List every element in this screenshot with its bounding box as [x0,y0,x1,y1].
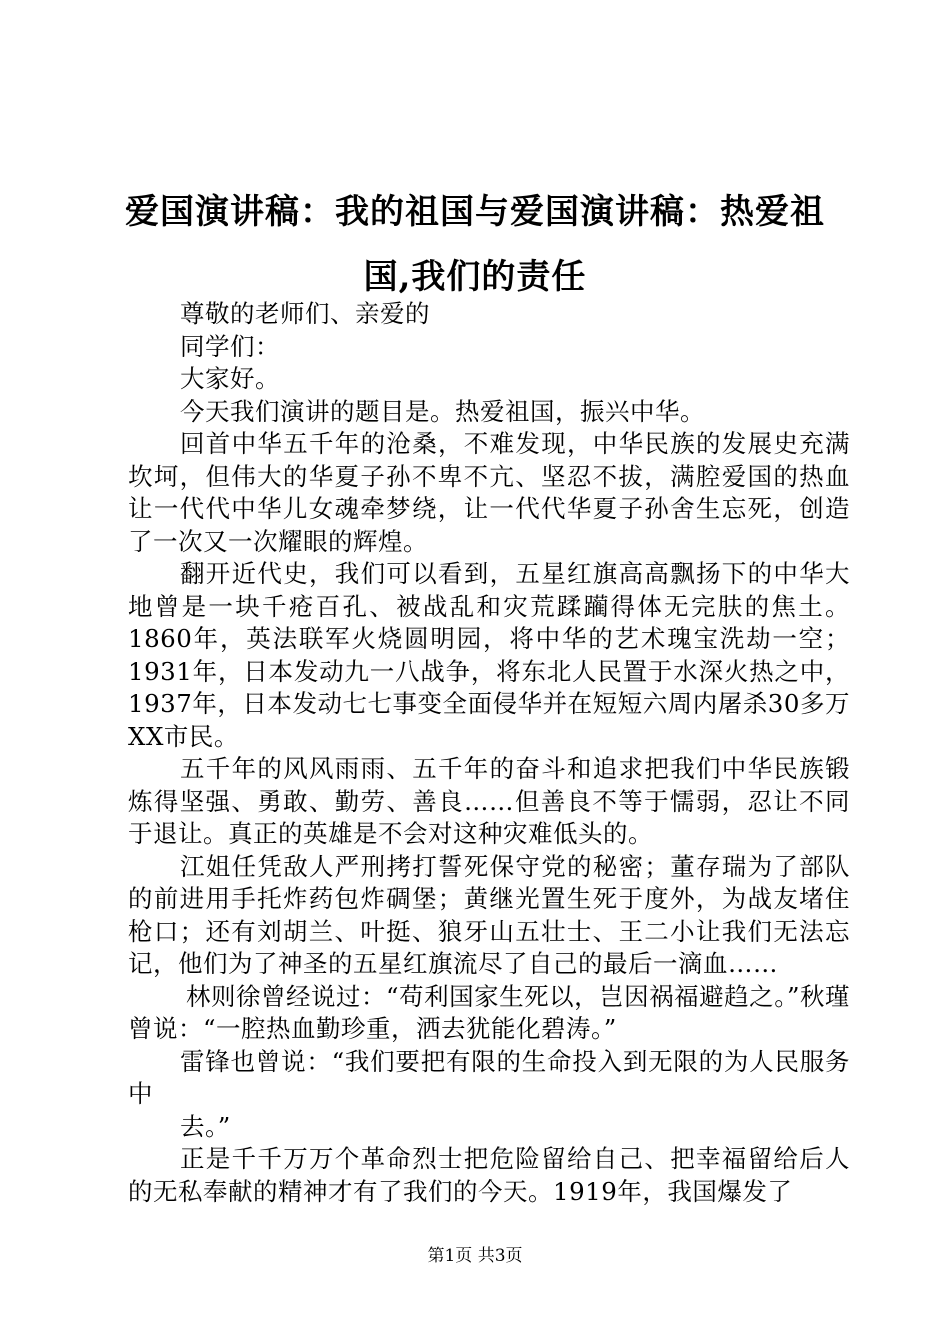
paragraph: 江姐任凭敌人严刑拷打誓死保守党的秘密；董存瑞为了部队的前进用手托炸药包炸碉堡；黄继光置生死于度外，为战友堵住枪口；还有刘胡兰、叶挺、狼牙山五壮士、王二小让我们无法忘记，他们为了神圣的五星红旗流尽了自己的最后一滴血…… [128,851,850,978]
paragraph: 正是千千万万个革命烈士把危险留给自己、把幸福留给后人的无私奉献的精神才有了我们的今天。1919年，我国爆发了 [128,1144,850,1206]
paragraph: 回首中华五千年的沧桑，不难发现，中华民族的发展史充满坎坷，但伟大的华夏子孙不卑不亢、坚忍不拔，满腔爱国的热血让一代代中华儿女魂牵梦绕，让一代代华夏子孙舍生忘死，创造了一次又一次耀眼的辉煌。 [128,429,850,556]
paragraph-quote-end: 去。” [180,1111,231,1141]
paragraph-salutation-cont: 同学们： [180,331,280,361]
title-line-2: 国,我们的责任 [363,257,587,297]
paragraph-topic: 今天我们演讲的题目是。热爱祖国，振兴中华。 [180,396,705,426]
paragraph-greeting: 大家好。 [180,364,280,393]
paragraph-salutation: 尊敬的老师们、亲爱的 [180,299,430,328]
paragraph-quote: 林则徐曾经说过：“苟利国家生死以，岂因祸福避趋之。”秋瑾曾说：“一腔热血勤珍重，洒去犹能化碧涛。” [128,981,850,1043]
title-line-1: 爱国演讲稿：我的祖国与爱国演讲稿：热爱祖 [125,192,825,232]
document-body [128,298,850,1208]
paragraph: 五千年的风风雨雨、五千年的奋斗和追求把我们中华民族锻炼得坚强、勇敢、勤劳、善良……但善良不等于懦弱，忍让不同于退让。真正的英雄是不会对这种灾难低头的。 [128,754,850,848]
paragraph: 翻开近代史，我们可以看到，五星红旗高高飘扬下的中华大地曾是一块千疮百孔、被战乱和灾荒蹂躏得体无完肤的焦土。1860年，英法联军火烧圆明园，将中华的艺术瑰宝洗劫一空；1931年，日本发动九一八战争，将东北人民置于水深火热之中，1937年，日本发动七七事变全面侵华并在短短六周内屠杀30多万XX市民。 [128,559,850,751]
document-title [110,180,840,310]
paragraph-quote: 雷锋也曾说：“我们要把有限的生命投入到无限的为人民服务中 [128,1046,850,1108]
page-footer: 第1页 共3页 [427,1246,523,1266]
